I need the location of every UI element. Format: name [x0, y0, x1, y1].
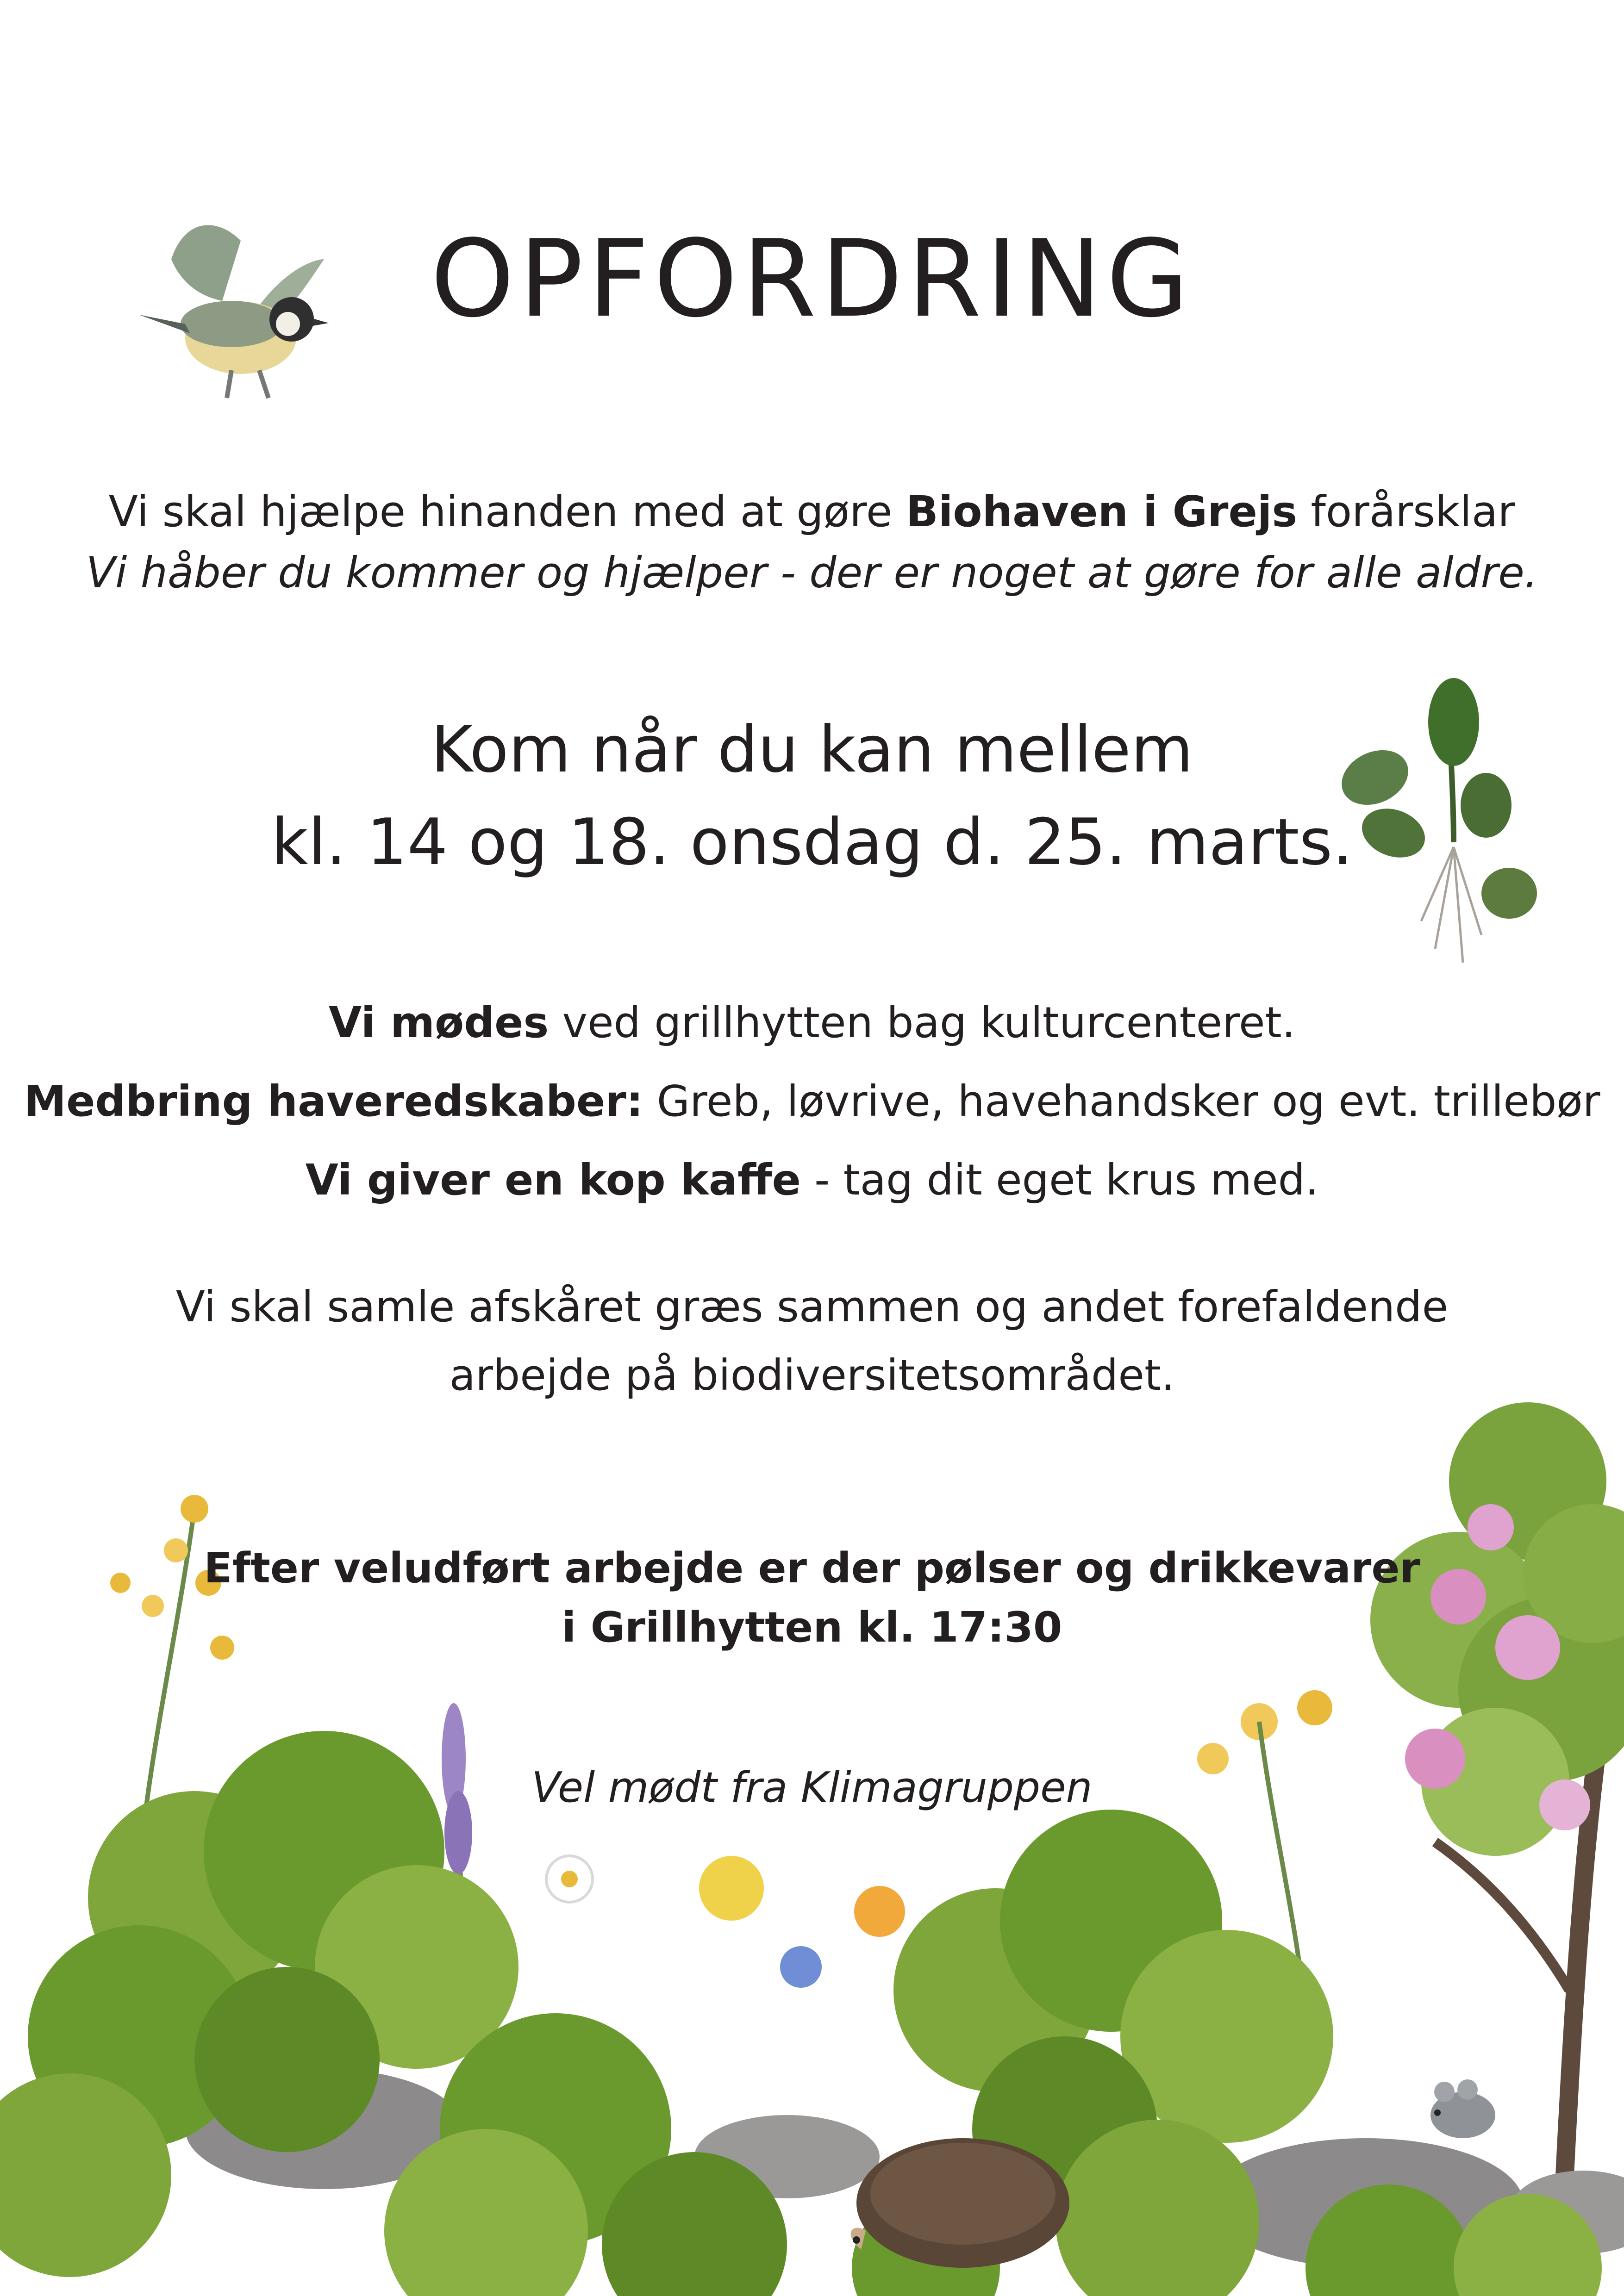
mouse-icon [1430, 2079, 1495, 2138]
work-line-1: Vi skal samle afskåret græs sammen og andet forefaldende [175, 1282, 1449, 1332]
work-description [0, 1273, 1624, 1410]
intro-block [0, 481, 1624, 604]
coffee-line: Vi giver en kop kaffe - tag dit eget krus med. [305, 1155, 1319, 1205]
bring-tools-line: Medbring haveredskaber: Greb, løvrive, havehandsker og evt. trillebør [24, 1076, 1600, 1126]
details-block [0, 983, 1624, 1220]
work-line-2: arbejde på biodiversitetsområdet. [449, 1350, 1175, 1400]
closing-signature: Vel mødt fra Klimagruppen [531, 1763, 1093, 1812]
food-line-1: Efter veludført arbejde er der pølser og drikkevarer [204, 1544, 1420, 1593]
food-announcement [0, 1539, 1624, 1657]
intro-line-1: Vi skal hjælpe hinanden med at gøre Biohaven i Grejs forårsklar [108, 487, 1516, 536]
event-time-block [0, 703, 1624, 889]
garden-bushes-illustration [0, 1731, 1602, 2296]
intro-highlight: Biohaven i Grejs [906, 487, 1298, 536]
event-time-line-2: kl. 14 og 18. onsdag d. 25. marts. [271, 805, 1353, 879]
event-time-line-1: Kom når du kan mellem [431, 712, 1193, 787]
intro-line-2: Vi håber du kommer og hjælper - der er noget at gøre for alle aldre. [86, 548, 1538, 597]
page-title: OPFORDRING [431, 218, 1193, 341]
food-line-2: i Grillhytten kl. 17:30 [562, 1603, 1062, 1652]
meeting-point-line: Vi mødes ved grillhytten bag kulturcenteret. [329, 998, 1295, 1047]
